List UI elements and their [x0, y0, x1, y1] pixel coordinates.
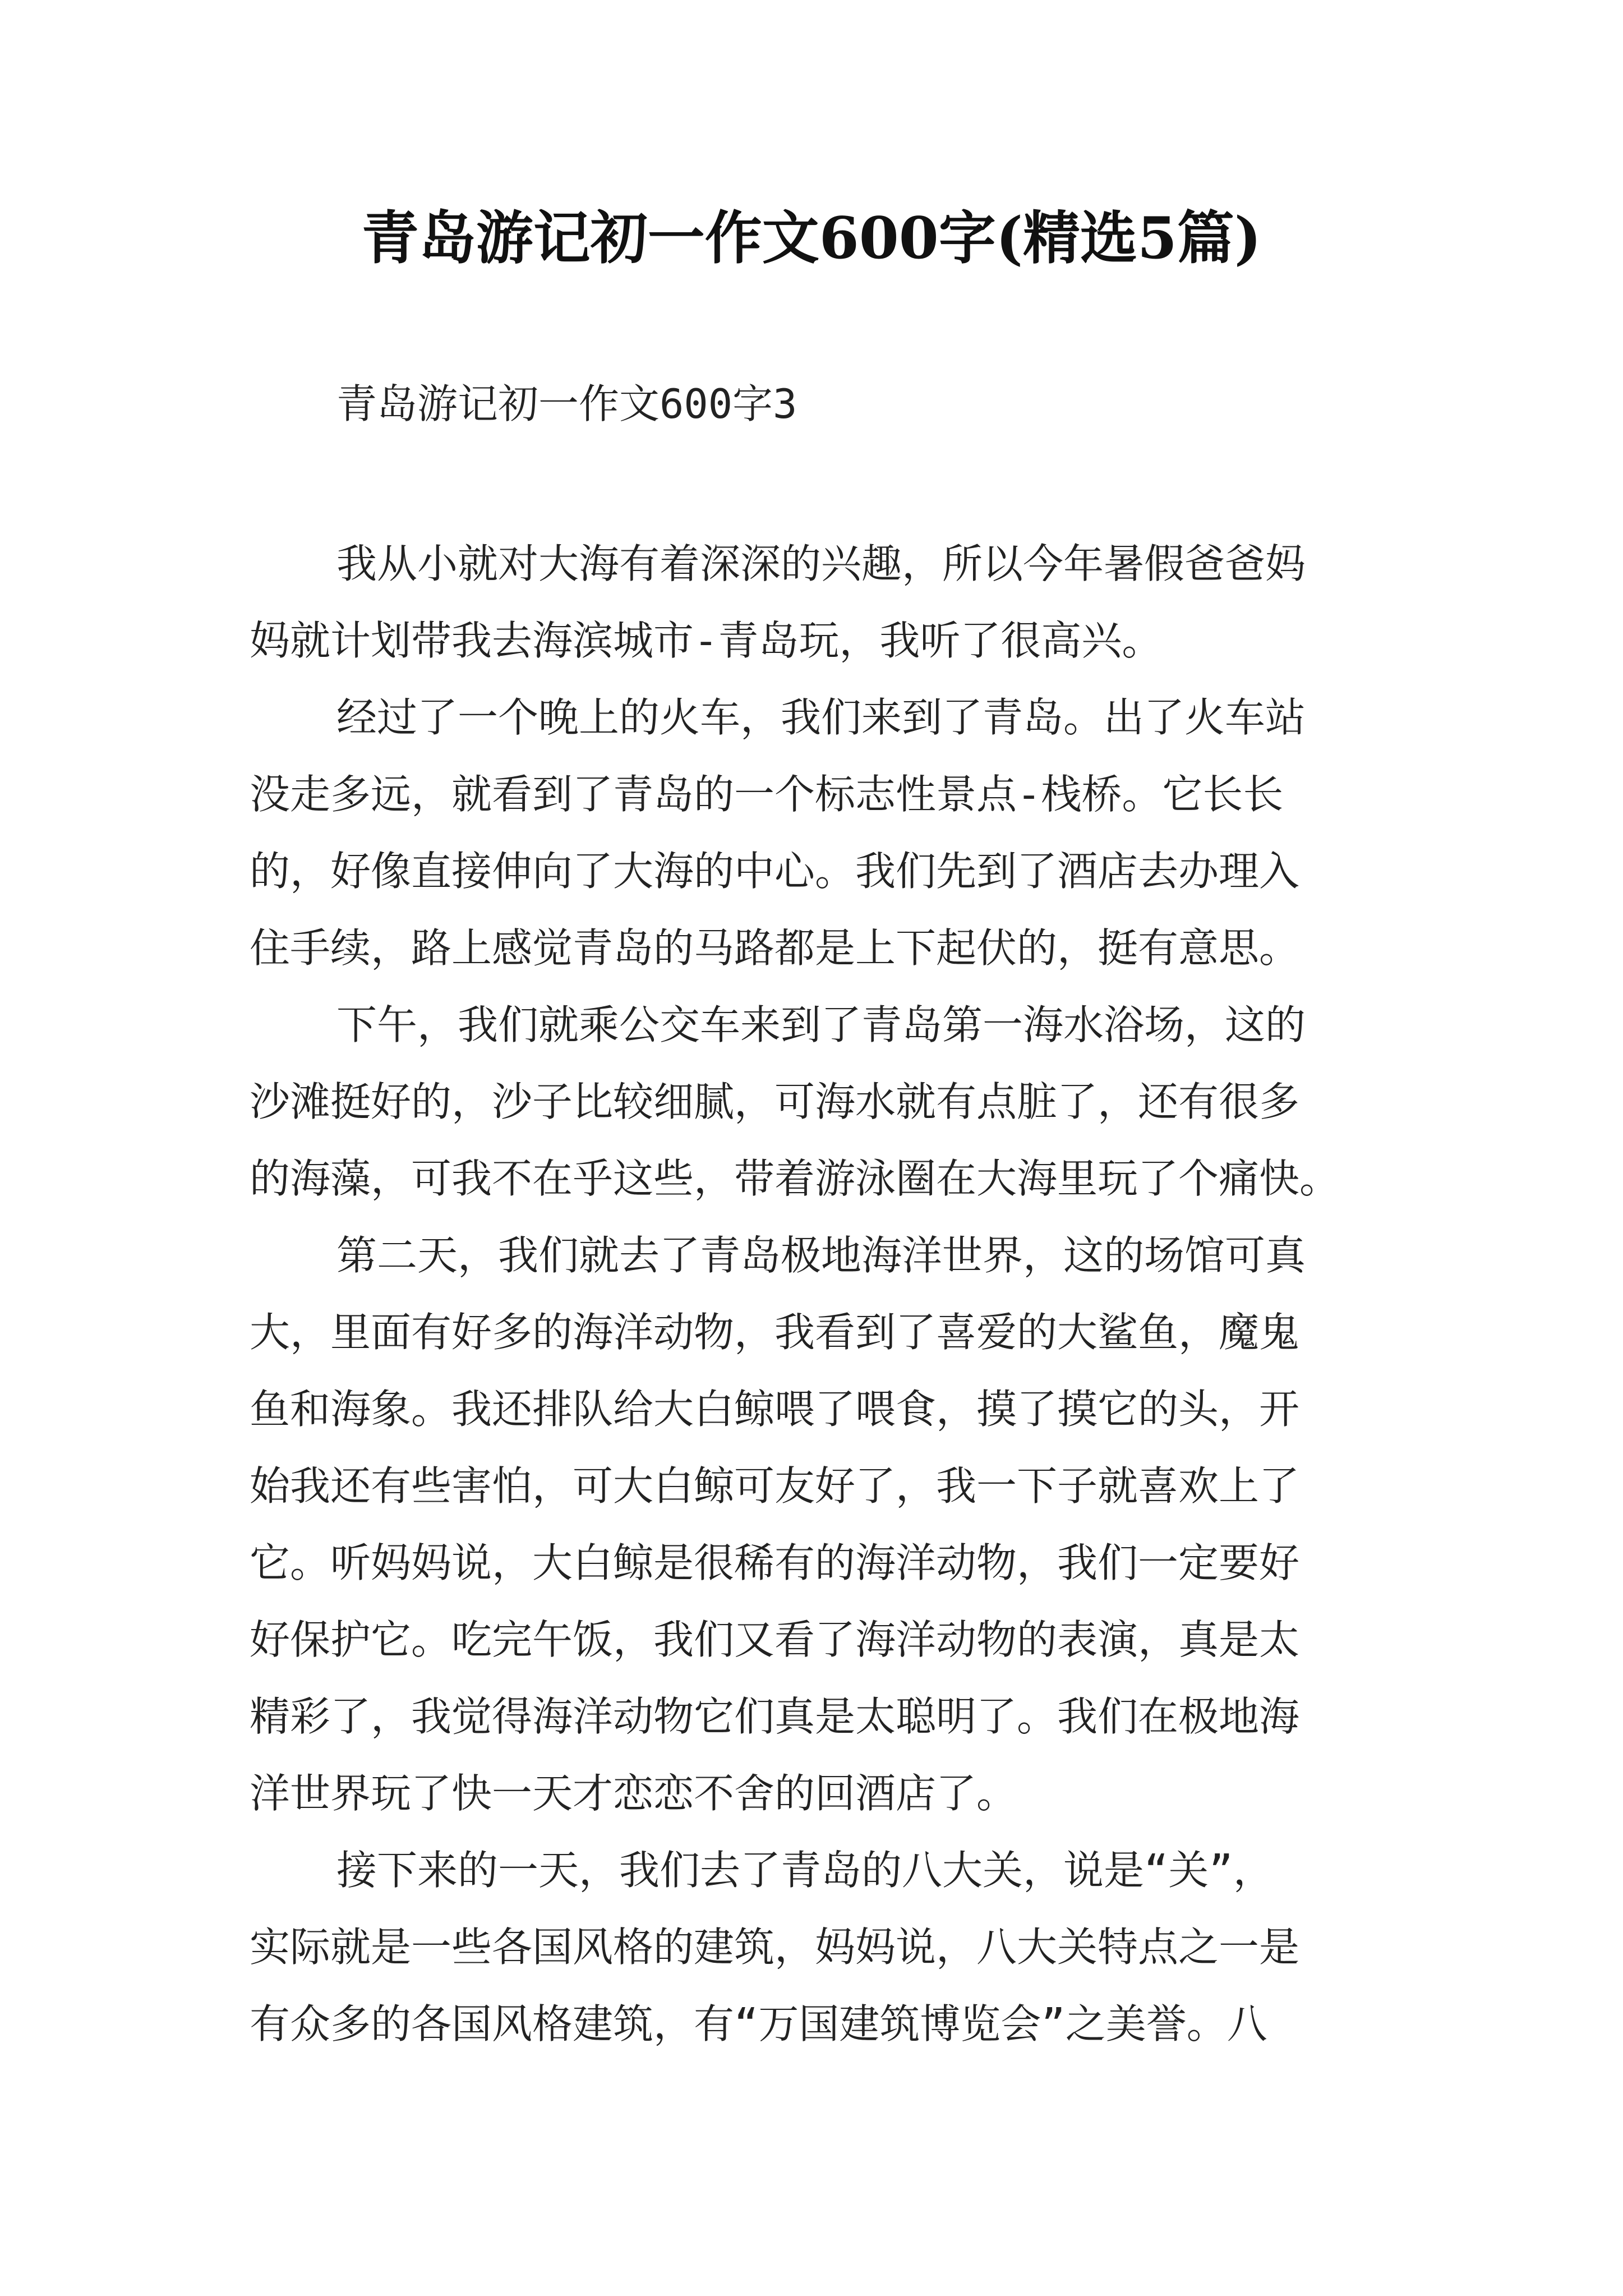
body-line: 下午，我们就乘公交车来到了青岛第一海水浴场，这的 [336, 1001, 1306, 1048]
body-line: 没走多远，就看到了青岛的一个标志性景点-栈桥。它长长 [250, 771, 1284, 818]
body-line: 鱼和海象。我还排队给大白鲸喂了喂食，摸了摸它的头，开 [250, 1386, 1300, 1433]
body-line: 第二天，我们就去了青岛极地海洋世界，这的场馆可真 [336, 1232, 1306, 1279]
body-line: 住手续，路上感觉青岛的马路都是上下起伏的，挺有意思。 [250, 924, 1300, 972]
body-line: 精彩了，我觉得海洋动物它们真是太聪明了。我们在极地海 [250, 1693, 1300, 1740]
body-line: 洋世界玩了快一天才恋恋不舍的回酒店了。 [250, 1770, 1017, 1817]
body-line: 的海藻，可我不在乎这些，带着游泳圈在大海里玩了个痛快。 [250, 1155, 1340, 1202]
body-line: 接下来的一天，我们去了青岛的八大关，说是“关”， [336, 1847, 1274, 1894]
body-line: 有众多的各国风格建筑，有“万国建筑博览会”之美誉。八 [250, 2000, 1267, 2047]
body-line: 沙滩挺好的，沙子比较细腻，可海水就有点脏了，还有很多 [250, 1078, 1300, 1125]
body-line: 妈就计划带我去海滨城市-青岛玩，我听了很高兴。 [250, 617, 1163, 664]
body-line: 始我还有些害怕，可大白鲸可友好了，我一下子就喜欢上了 [250, 1462, 1300, 1510]
document-title: 青岛游记初一作文600字(精选5篇) [361, 205, 1262, 272]
body-line: 经过了一个晚上的火车，我们来到了青岛。出了火车站 [336, 694, 1306, 741]
body-line: 它。听妈妈说，大白鲸是很稀有的海洋动物，我们一定要好 [250, 1539, 1300, 1586]
body-line: 好保护它。吃完午饭，我们又看了海洋动物的表演，真是太 [250, 1616, 1300, 1663]
body-line: 大，里面有好多的海洋动物，我看到了喜爱的大鲨鱼，魔鬼 [250, 1309, 1300, 1356]
body-line: 我从小就对大海有着深深的兴趣，所以今年暑假爸爸妈 [336, 540, 1306, 587]
section-heading: 青岛游记初一作文600字3 [336, 380, 797, 427]
body-line: 的，好像直接伸向了大海的中心。我们先到了酒店去办理入 [250, 848, 1300, 895]
body-line: 实际就是一些各国风格的建筑，妈妈说，八大关特点之一是 [250, 1924, 1300, 1971]
